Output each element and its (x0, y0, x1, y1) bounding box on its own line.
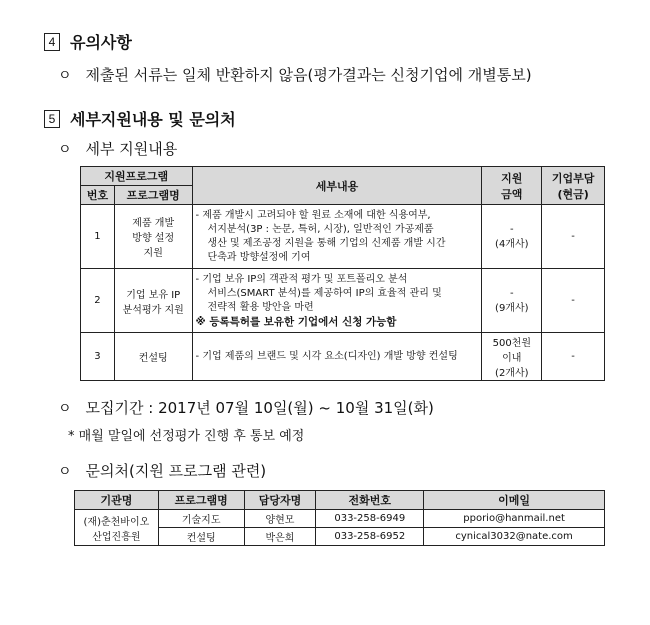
header-amount: 지원 금액 (482, 167, 542, 205)
row-amount: - (4개사) (482, 205, 542, 269)
row-detail: - 제품 개발시 고려되야 할 원료 소재에 대한 식용여부, 서지분석(3P : 논문, 특허, 시장), 일반적인 가공제품 생산 및 제조공정 지원을 통해 기업의 신제품 개발 시간 단축과 방향설정에 기여 (192, 205, 482, 269)
row-detail: - 기업 보유 IP의 객관적 평가 및 포트폴리오 분석 서비스(SMART 분석)를 제공하여 IP의 효율적 관리 및 전략적 활용 방안을 마련 ※ 등록특허를 보유한 기업에서 신청 가능함 (192, 269, 482, 333)
section-4-heading (44, 30, 132, 53)
contact-email[interactable]: pporio@hanmail.net (424, 510, 605, 528)
header-program-name: 프로그램명 (114, 186, 192, 205)
section-5-heading (44, 107, 236, 130)
row-program-name: 컨설팅 (114, 333, 192, 381)
contact-subheading (58, 460, 266, 481)
section-title-4: 유의사항 (70, 33, 132, 52)
support-detail-subheading (58, 138, 177, 159)
section-title-5: 세부지원내용 및 문의처 (70, 110, 236, 129)
section-number-4: 4 (44, 33, 60, 51)
contact-manager: 양현모 (244, 510, 316, 528)
header-no: 번호 (81, 186, 115, 205)
contact-program: 컨설팅 (158, 528, 244, 546)
contact-manager: 박은희 (244, 528, 316, 546)
header-org: 기관명 (75, 491, 159, 510)
row-amount: - (9개사) (482, 269, 542, 333)
notice-line (58, 64, 532, 85)
table-row (81, 333, 605, 381)
contact-program: 기술지도 (158, 510, 244, 528)
recruitment-period-text: 모집기간 : 2017년 07월 10일(월) ~ 10월 31일(화) (85, 399, 434, 417)
table-row (81, 269, 605, 333)
row-no: 2 (81, 269, 115, 333)
section-number-5: 5 (44, 110, 60, 128)
table-row (81, 205, 605, 269)
row-program-name: 제품 개발 방향 설정 지원 (114, 205, 192, 269)
row-program-name: 기업 보유 IP 분석평가 지원 (114, 269, 192, 333)
table-row (75, 510, 605, 528)
contact-phone: 033-258-6952 (316, 528, 424, 546)
header-burden: 기업부담 (현금) (542, 167, 605, 205)
row-no: 3 (81, 333, 115, 381)
row-no: 1 (81, 205, 115, 269)
contact-email[interactable]: cynical3032@nate.com (424, 528, 605, 546)
contact-phone: 033-258-6949 (316, 510, 424, 528)
row-burden: - (542, 205, 605, 269)
header-manager: 담당자명 (244, 491, 316, 510)
contact-label: 문의처(지원 프로그램 관련) (85, 462, 267, 480)
contact-table (74, 490, 605, 546)
header-phone: 전화번호 (316, 491, 424, 510)
row-detail: - 기업 제품의 브랜드 및 시각 요소(디자인) 개발 방향 컨설팅 (192, 333, 482, 381)
bullet-icon: ㅇ (58, 141, 72, 158)
bullet-icon: ㅇ (58, 400, 72, 417)
header-detail: 세부내용 (192, 167, 482, 205)
row-burden: - (542, 333, 605, 381)
notice-text: 제출된 서류는 일체 반환하지 않음(평가결과는 신청기업에 개별통보) (85, 66, 532, 84)
org-name: (재)춘천바이오 산업진흥원 (75, 510, 159, 546)
header-email: 이메일 (424, 491, 605, 510)
header-program: 프로그램명 (158, 491, 244, 510)
support-detail-label: 세부 지원내용 (85, 140, 178, 158)
period-note: * 매월 말일에 선정평가 진행 후 통보 예정 (68, 429, 305, 444)
row-burden: - (542, 269, 605, 333)
recruitment-period (58, 397, 434, 418)
registered-patent-note: ※ 등록특허를 보유한 기업에서 신청 가능함 (195, 315, 397, 328)
support-program-table (80, 166, 605, 381)
header-program-group: 지원프로그램 (81, 167, 193, 186)
bullet-icon: ㅇ (58, 463, 72, 480)
bullet-icon: ㅇ (58, 67, 72, 84)
row-amount: 500천원 이내 (2개사) (482, 333, 542, 381)
